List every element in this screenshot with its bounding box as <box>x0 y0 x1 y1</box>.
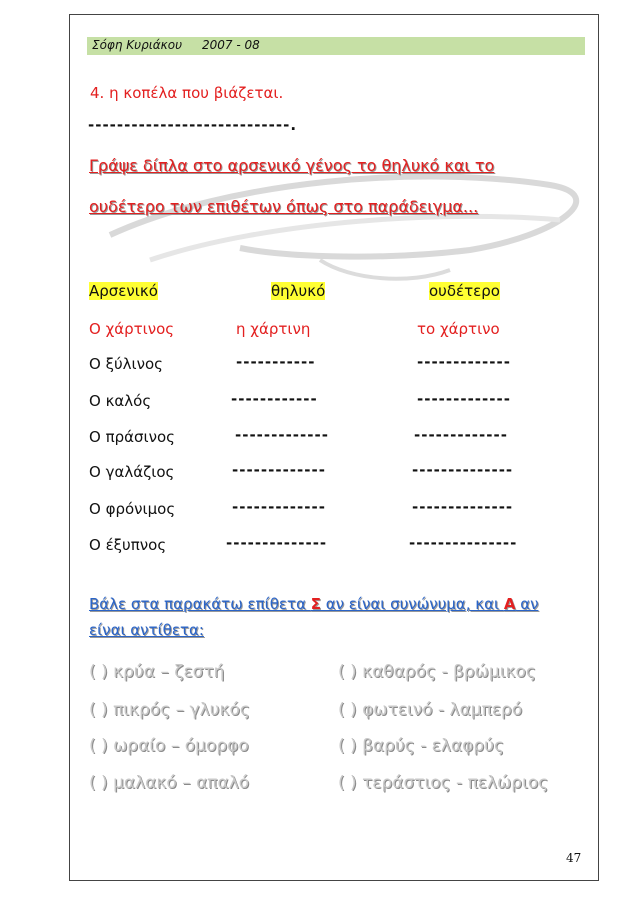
header-author: Σόφη Κυριάκου <box>92 38 183 52</box>
row-masculine: Ο καλός <box>89 392 152 410</box>
row-neuter-blank: -------------- <box>412 498 514 516</box>
example-feminine: η χάρτινη <box>236 320 311 338</box>
row-feminine-blank: ------------- <box>232 498 326 516</box>
instruction2-line1 <box>89 595 538 613</box>
col-masculine: Αρσενικό <box>89 282 158 300</box>
pair-right: ( ) καθαρός - βρώμικος <box>338 662 536 682</box>
example-neuter: το χάρτινο <box>417 320 500 338</box>
instruction2-alpha: Α <box>503 595 516 613</box>
item4-blank: ----------------------------. <box>88 116 298 134</box>
pair-right: ( ) βαρύς - ελαφρύς <box>338 736 504 756</box>
instruction2-sigma: Σ <box>310 595 321 613</box>
example-masculine: Ο χάρτινος <box>89 320 175 338</box>
col-neuter: ουδέτερο <box>429 282 500 300</box>
row-masculine: Ο έξυπνος <box>89 536 167 554</box>
row-masculine: Ο γαλάζιος <box>89 463 175 481</box>
pair-left: ( ) μαλακό – απαλό <box>89 773 250 793</box>
instruction2-part1: Βάλε στα παρακάτω επίθετα <box>89 595 311 613</box>
row-feminine-blank: -------------- <box>226 534 328 552</box>
instruction1-line2: ουδέτερο των επιθέτων όπως στο παράδειγμα... <box>89 197 479 216</box>
page-number: 47 <box>566 851 582 865</box>
row-feminine-blank: ------------- <box>232 461 326 479</box>
item4-text: 4. η κοπέλα που βιάζεται. <box>90 84 284 102</box>
row-neuter-blank: --------------- <box>409 534 518 552</box>
header-year: 2007 - 08 <box>202 38 260 52</box>
col-feminine: θηλυκό <box>271 282 326 300</box>
row-feminine-blank: ------------ <box>231 390 318 408</box>
row-neuter-blank: ------------- <box>417 353 511 371</box>
pair-left: ( ) ωραίο – όμορφο <box>89 736 249 756</box>
row-feminine-blank: ----------- <box>236 353 316 371</box>
row-feminine-blank: ------------- <box>235 426 329 444</box>
row-neuter-blank: ------------- <box>414 426 508 444</box>
pair-right: ( ) τεράστιος - πελώριος <box>338 773 549 793</box>
row-neuter-blank: ------------- <box>417 390 511 408</box>
pair-right: ( ) φωτεινό - λαμπερό <box>338 700 523 720</box>
row-masculine: Ο ξύλινος <box>89 355 163 373</box>
pair-left: ( ) κρύα – ζεστή <box>89 662 225 682</box>
row-masculine: Ο φρόνιμος <box>89 500 176 518</box>
instruction2-part3: αν <box>515 595 539 613</box>
instruction2-line2: είναι αντίθετα: <box>89 621 204 639</box>
pair-left: ( ) πικρός – γλυκός <box>89 700 250 720</box>
row-masculine: Ο πράσινος <box>89 428 175 446</box>
instruction1-line1: Γράψε δίπλα στο αρσενικό γένος το θηλυκό και το <box>89 156 495 175</box>
instruction2-part2: αν είναι συνώνυμα, και <box>320 595 504 613</box>
row-neuter-blank: -------------- <box>412 461 514 479</box>
